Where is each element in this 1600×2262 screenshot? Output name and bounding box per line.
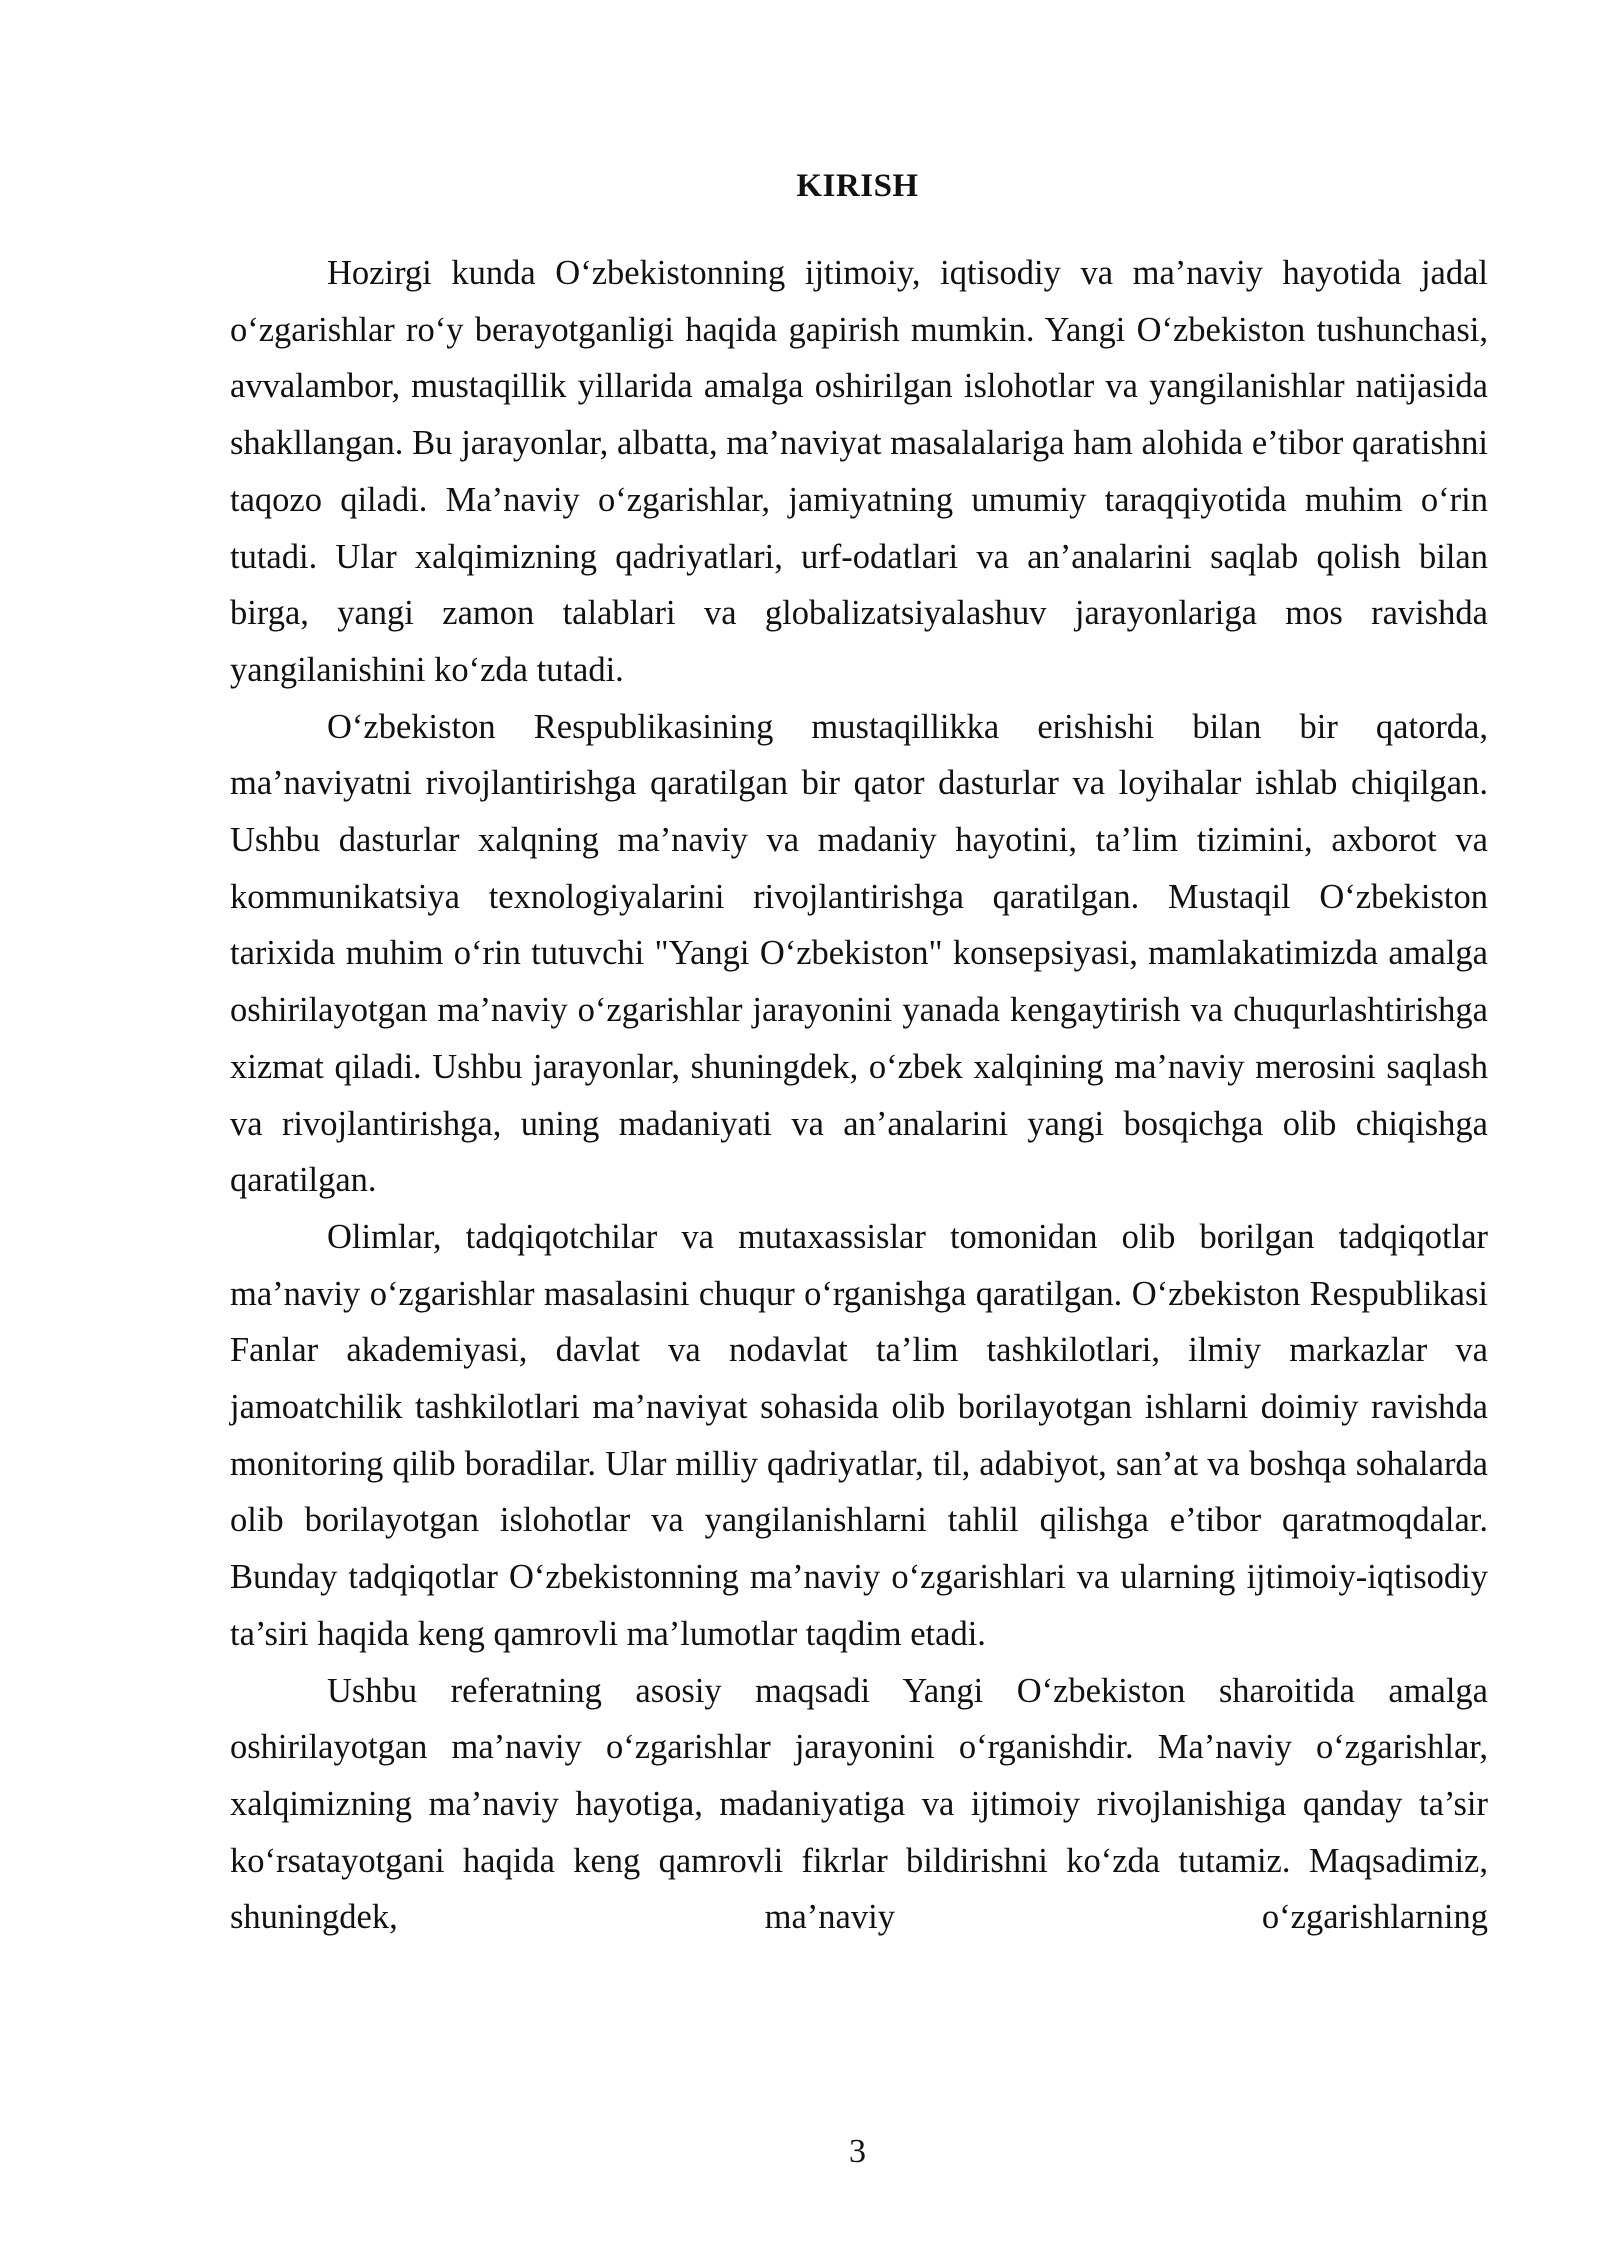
- paragraph-3: Olimlar, tadqiqotchilar va mutaxassislar tomonidan olib borilgan tadqiqotlar ma’naviy o‘zgarishlar masalasini chuqur o‘rganishga qaratilgan. O‘zbekiston Respublikasi Fanlar akademiyasi, davlat va nodavlat ta’lim tashkilotlari, ilmiy markazlar va jamoatchilik tashkilotlari ma’naviyat sohasida olib borilayotgan ishlarni doimiy ravishda monitoring qilib boradilar. Ular milliy qadriyatlar, til, adabiyot, san’at va boshqa sohalarda olib borilayotgan islohotlar va yangilanishlarni tahlil qilishga e’tibor qaratmoqdalar. Bunday tadqiqotlar O‘zbekistonning ma’naviy o‘zgarishlari va ularning ijtimoiy-iqtisodiy ta’siri haqida keng qamrovli ma’lumotlar taqdim etadi.: [230, 1217, 1488, 1653]
- page-number: 3: [849, 2133, 866, 2170]
- document-body: [230, 245, 1488, 1946]
- paragraph-4: Ushbu referatning asosiy maqsadi Yangi O‘zbekiston sharoitida amalga oshirilayotgan ma’naviy o‘zgarishlar jarayonini o‘rganishdir. Ma’naviy o‘zgarishlar, xalqimizning ma’naviy hayotiga, madaniyatiga va ijtimoiy rivojlanishiga qanday ta’sir ko‘rsatayotgani haqida keng qamrovli fikrlar bildirishni ko‘zda tutamiz. Maqsadimiz, shuningdek, ma’naviy o‘zgarishlarning: [230, 1671, 1488, 1937]
- paragraph-1: Hozirgi kunda O‘zbekistonning ijtimoiy, iqtisodiy va ma’naviy hayotida jadal o‘zgarishlar ro‘y berayotganligi haqida gapirish mumkin. Yangi O‘zbekiston tushunchasi, avvalambor, mustaqillik yillarida amalga oshirilgan islohotlar va yangilanishlar natijasida shakllangan. Bu jarayonlar, albatta, ma’naviyat masalalariga ham alohida e’tibor qaratishni taqozo qiladi. Ma’naviy o‘zgarishlar, jamiyatning umumiy taraqqiyotida muhim o‘rin tutadi. Ular xalqimizning qadriyatlari, urf-odatlari va an’analarini saqlab qolish bilan birga, yangi zamon talablari va globalizatsiyalashuv jarayonlariga mos ravishda yangilanishini ko‘zda tutadi.: [230, 254, 1488, 689]
- page-title: KIRISH: [796, 168, 919, 204]
- paragraph-2: O‘zbekiston Respublikasining mustaqillikka erishishi bilan bir qatorda, ma’naviyatni rivojlantirishga qaratilgan bir qator dasturlar va loyihalar ishlab chiqilgan. Ushbu dasturlar xalqning ma’naviy va madaniy hayotini, ta’lim tizimini, axborot va kommunikatsiya texnologiyalarini rivojlantirishga qaratilgan. Mustaqil O‘zbekiston tarixida muhim o‘rin tutuvchi "Yangi O‘zbekiston" konsepsiyasi, mamlakatimizda amalga oshirilayotgan ma’naviy o‘zgarishlar jarayonini yanada kengaytirish va chuqurlashtirishga xizmat qiladi. Ushbu jarayonlar, shuningdek, o‘zbek xalqining ma’naviy merosini saqlash va rivojlantirishga, uning madaniyati va an’analarini yangi bosqichga olib chiqishga qaratilgan.: [230, 707, 1488, 1200]
